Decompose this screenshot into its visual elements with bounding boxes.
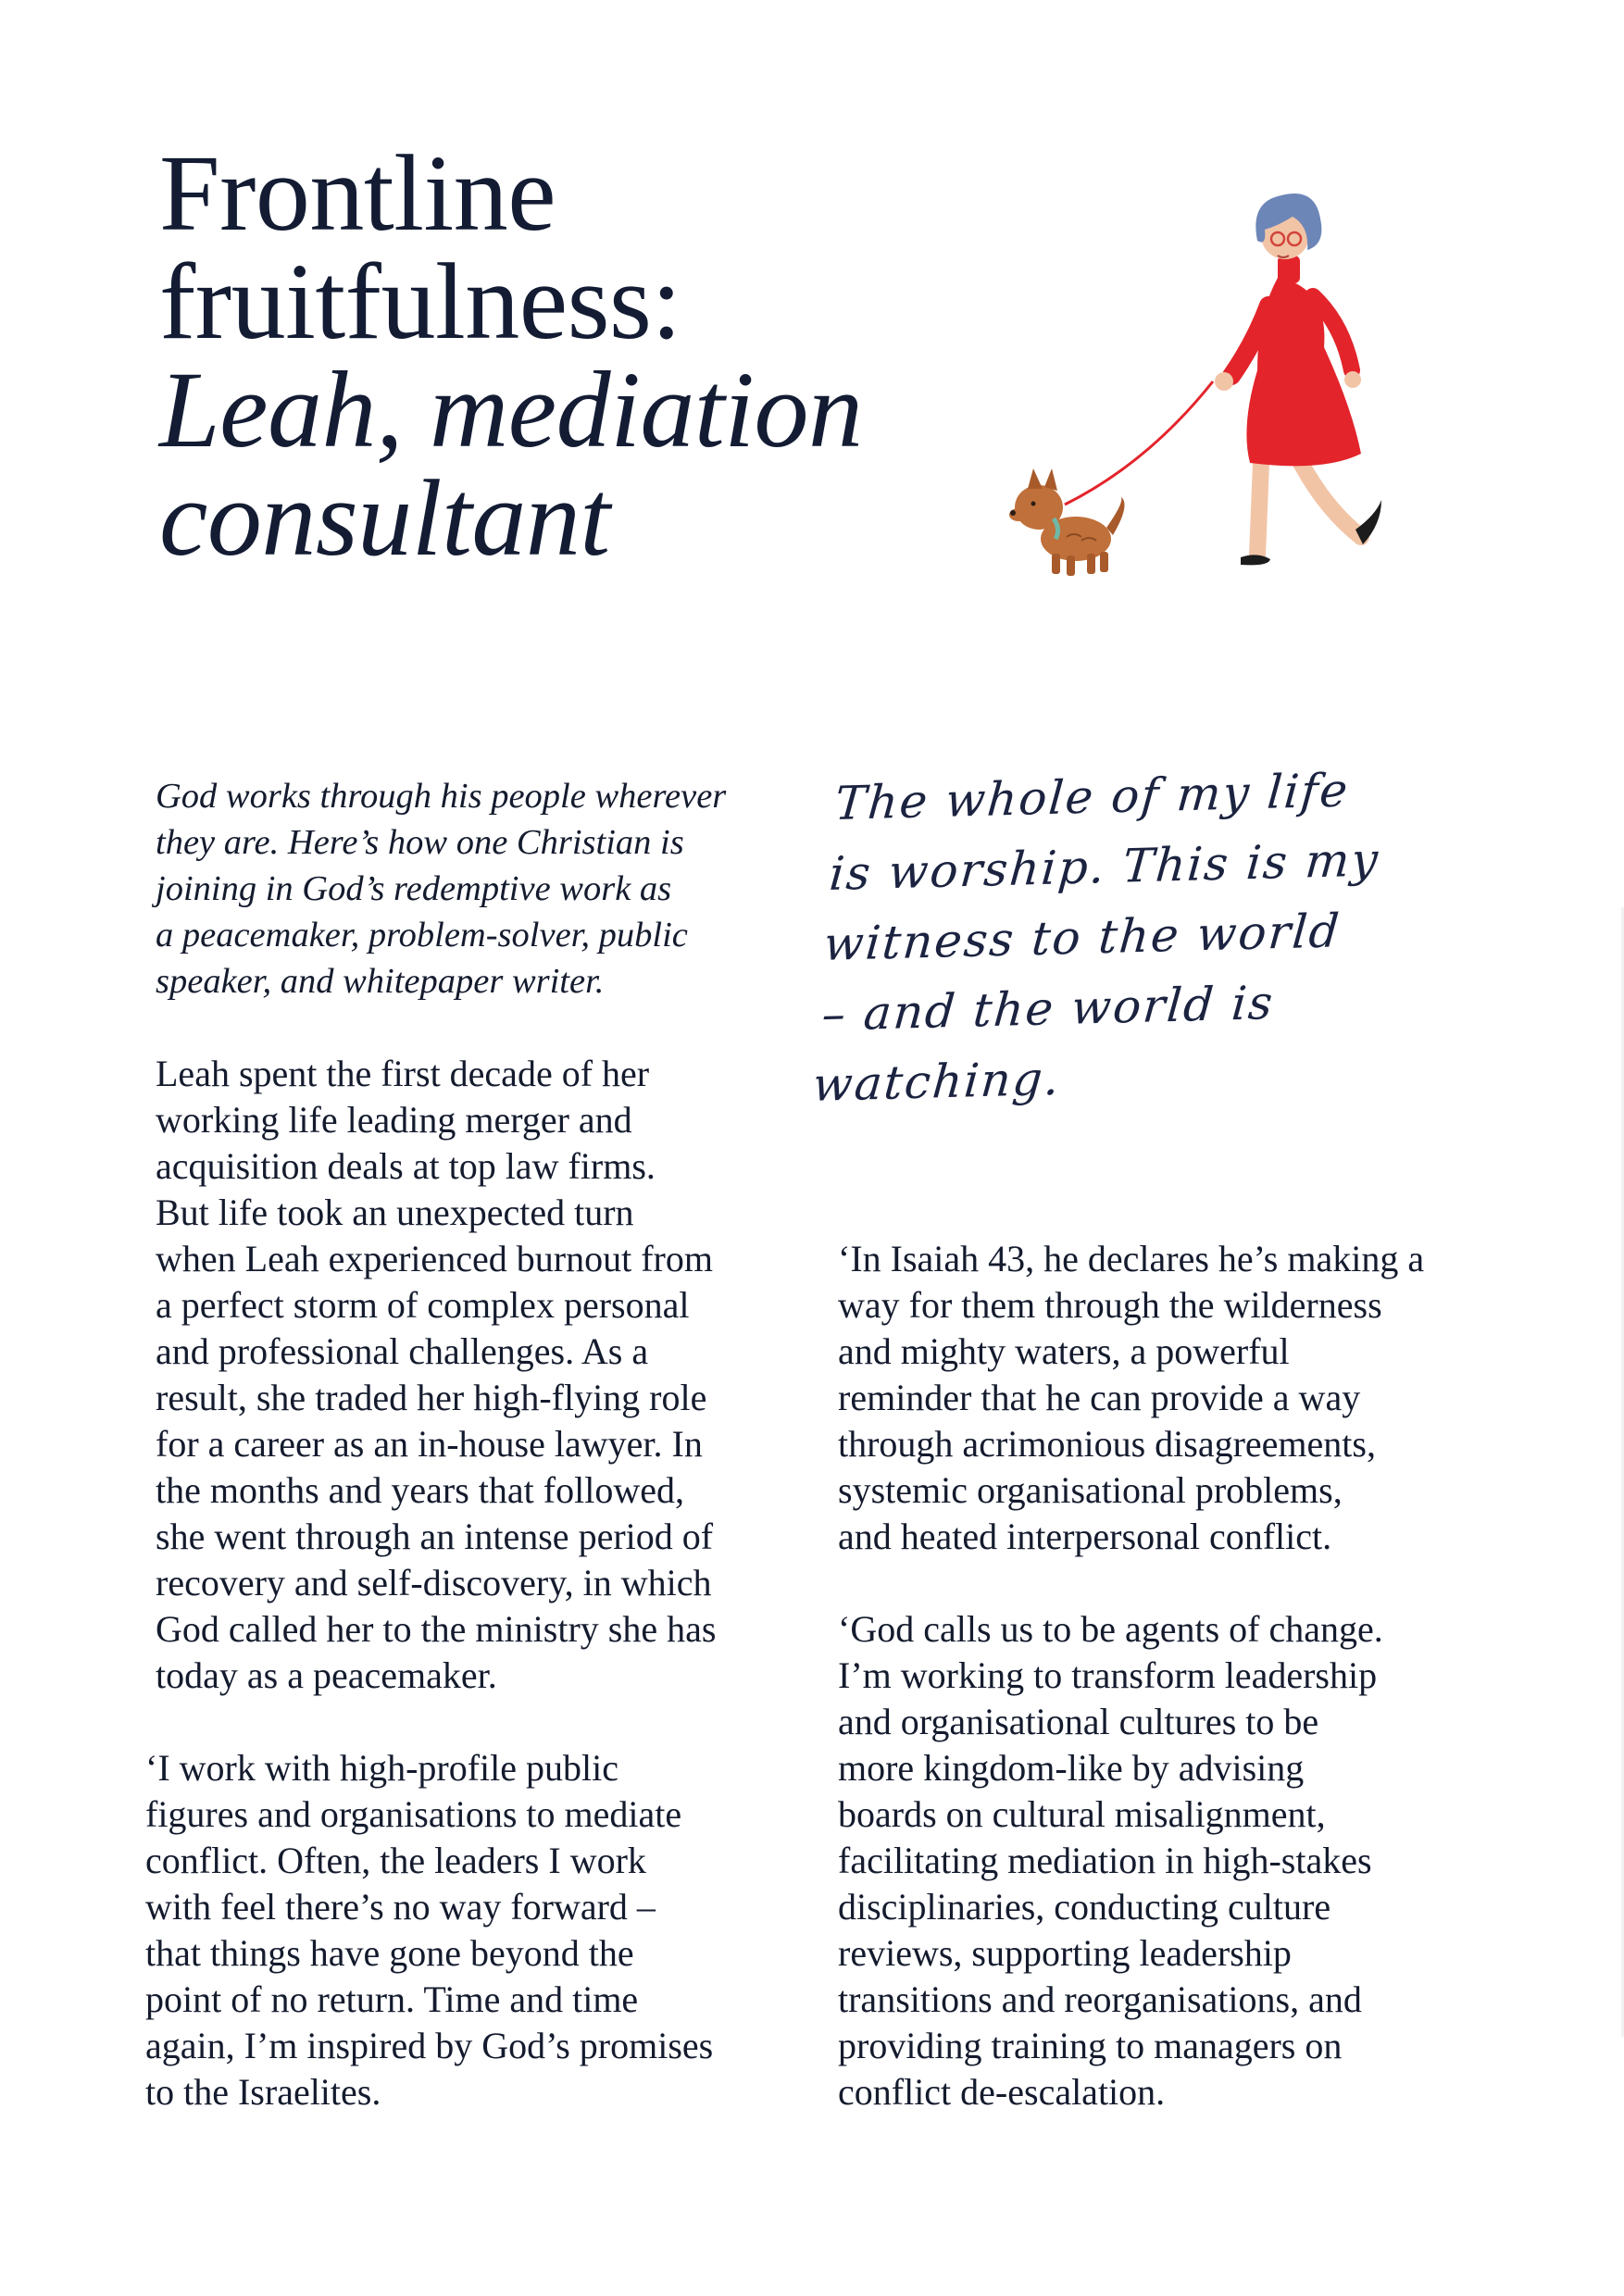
- body-line: God called her to the ministry she has: [156, 1608, 717, 1650]
- body-line: ‘In Isaiah 43, he declares he’s making a: [838, 1238, 1425, 1279]
- quote-line: is worship. This is my: [827, 832, 1382, 901]
- intro-line: speaker, and whitepaper writer.: [156, 962, 605, 1001]
- body-line: ‘I work with high-profile public: [145, 1747, 618, 1789]
- body-line: when Leah experienced burnout from: [156, 1238, 713, 1279]
- body-line: a perfect storm of complex personal: [156, 1284, 690, 1326]
- body-paragraph-background: [156, 1051, 804, 1699]
- body-line: with feel there’s no way forward –: [145, 1886, 656, 1928]
- body-line: transitions and reorganisations, and: [838, 1978, 1362, 2020]
- woman-icon: [1215, 193, 1381, 565]
- body-line: and mighty waters, a powerful: [838, 1330, 1290, 1372]
- quote-line: witness to the world: [821, 904, 1343, 971]
- quote-line: watching.: [810, 1051, 1063, 1112]
- body-paragraph-isaiah: [838, 1236, 1496, 1560]
- title-line-3: Leah, mediation: [159, 349, 863, 470]
- intro-line: a peacemaker, problem-solver, public: [156, 916, 688, 955]
- intro-line: God works through his people wherever: [156, 777, 727, 816]
- body-line: through acrimonious disagreements,: [838, 1423, 1376, 1465]
- handwritten-quote: [810, 751, 1506, 1120]
- body-line: and heated interpersonal conflict.: [838, 1516, 1332, 1557]
- quote-line: – and the world is: [819, 976, 1277, 1042]
- title-line-2: fruitfulness:: [159, 241, 681, 362]
- body-line: conflict. Often, the leaders I work: [145, 1840, 646, 1881]
- body-line: conflict de-escalation.: [838, 2071, 1166, 2113]
- body-line: to the Israelites.: [145, 2071, 381, 2113]
- title-line-4: consultant: [159, 457, 610, 579]
- body-line: reviews, supporting leadership: [838, 1932, 1292, 1974]
- body-line: recovery and self-discovery, in which: [156, 1562, 712, 1603]
- body-line: providing training to managers on: [838, 2025, 1343, 2066]
- body-line: But life took an unexpected turn: [156, 1192, 634, 1233]
- body-line: Leah spent the first decade of her: [156, 1053, 650, 1094]
- body-line: result, she traded her high-flying role: [156, 1377, 707, 1418]
- intro-line: they are. Here’s how one Christian is: [156, 823, 684, 862]
- body-line: disciplinaries, conducting culture: [838, 1886, 1331, 1928]
- page-title: [159, 132, 918, 579]
- body-line: more kingdom-like by advising: [838, 1747, 1305, 1789]
- body-paragraph-work: [145, 1745, 804, 2115]
- right-column: [838, 1236, 1496, 2162]
- left-column: [145, 773, 804, 2162]
- body-line: ‘God calls us to be agents of change.: [838, 1608, 1383, 1650]
- body-line: she went through an intense period of: [156, 1516, 714, 1557]
- body-line: and professional challenges. As a: [156, 1330, 649, 1372]
- body-line: the months and years that followed,: [156, 1469, 684, 1511]
- body-line: reminder that he can provide a way: [838, 1377, 1361, 1418]
- leash: [1065, 381, 1213, 505]
- body-paragraph-change: [838, 1606, 1496, 2115]
- body-line: way for them through the wilderness: [838, 1284, 1382, 1326]
- body-line: systemic organisational problems,: [838, 1469, 1343, 1511]
- woman-walking-dog-illustration: [963, 185, 1481, 593]
- body-line: and organisational cultures to be: [838, 1701, 1319, 1742]
- body-line: that things have gone beyond the: [145, 1932, 634, 1974]
- quote-line: The whole of my life: [832, 763, 1352, 830]
- body-line: again, I’m inspired by God’s promises: [145, 2025, 714, 2066]
- intro-line: joining in God’s redemptive work as: [156, 869, 672, 908]
- body-line: acquisition deals at top law firms.: [156, 1145, 656, 1187]
- body-line: today as a peacemaker.: [156, 1654, 497, 1696]
- title-line-1: Frontline: [159, 132, 556, 254]
- body-line: for a career as an in-house lawyer. In: [156, 1423, 703, 1465]
- body-line: boards on cultural misalignment,: [838, 1793, 1326, 1835]
- intro-paragraph: [156, 773, 804, 1004]
- body-line: I’m working to transform leadership: [838, 1654, 1378, 1696]
- body-line: point of no return. Time and time: [145, 1978, 639, 2020]
- body-line: facilitating mediation in high-stakes: [838, 1840, 1372, 1881]
- body-line: working life leading merger and: [156, 1099, 632, 1141]
- body-line: figures and organisations to mediate: [145, 1793, 682, 1835]
- dog-icon: [1009, 468, 1125, 576]
